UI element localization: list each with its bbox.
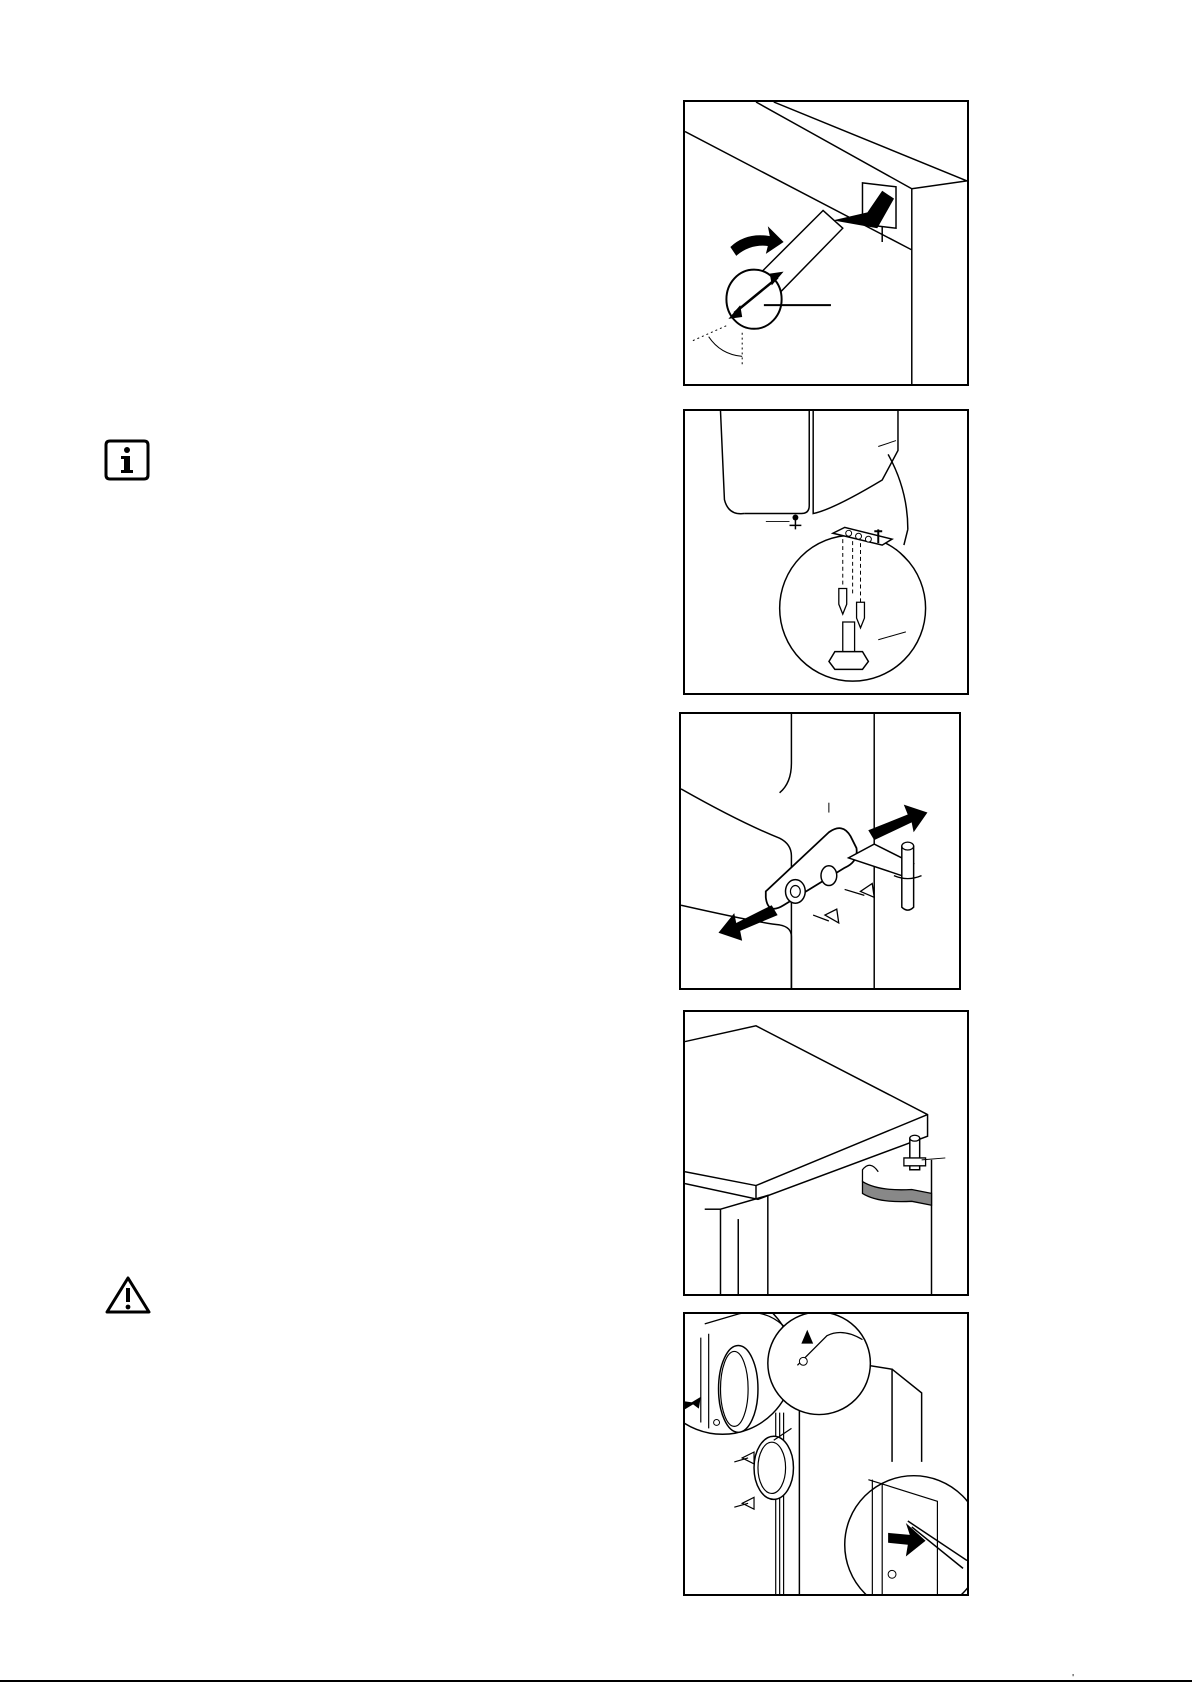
warning-icon <box>104 1275 152 1315</box>
figure-adjustable-foot-spacer <box>683 100 969 386</box>
bottom-rule <box>0 1680 1192 1682</box>
footer-mark: ' <box>1072 1673 1074 1684</box>
screw-icon <box>766 515 801 530</box>
info-icon <box>104 439 150 481</box>
arrow-right-icon <box>868 805 927 840</box>
figure-top-hinge-pin <box>683 1010 969 1296</box>
figure-middle-hinge-removal <box>679 712 961 990</box>
figure-hinge-bracket-screws <box>683 409 969 695</box>
figure-door-reversal-details <box>683 1312 969 1596</box>
